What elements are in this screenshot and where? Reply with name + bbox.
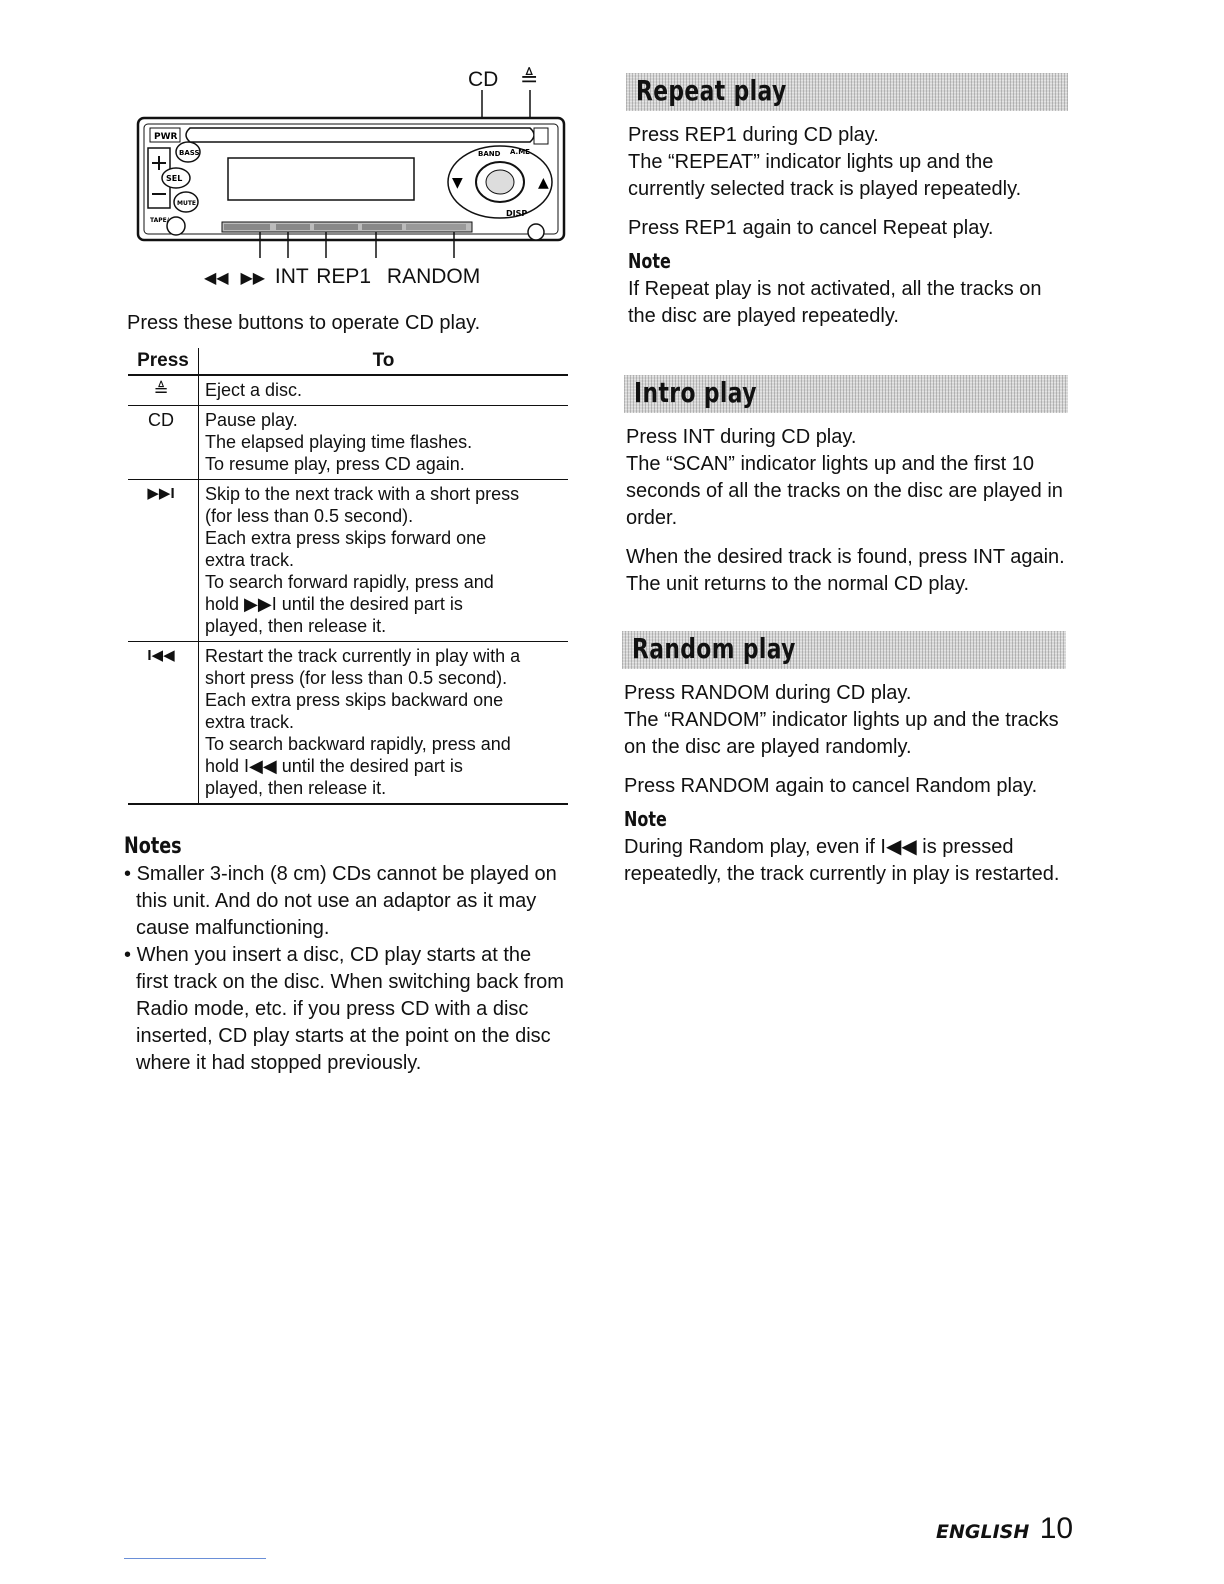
intro-p2: The “SCAN” indicator lights up and the first 10 seconds of all the tracks on the disc are played in order. bbox=[626, 453, 1063, 529]
svg-text:▲: ▲ bbox=[538, 175, 549, 191]
row-key: ≜ bbox=[128, 375, 199, 406]
row-line: played, then release it. bbox=[205, 778, 387, 798]
row-line: Each extra press skips backward one bbox=[205, 690, 504, 710]
row-line: short press (for less than 0.5 second). bbox=[205, 668, 508, 688]
svg-text:MUTE: MUTE bbox=[177, 200, 197, 207]
random-p3: Press RANDOM again to cancel Random play. bbox=[624, 775, 1038, 797]
row-line: To search forward rapidly, press and bbox=[205, 572, 494, 592]
repeat-section bbox=[628, 122, 1072, 342]
footer-rule bbox=[124, 1558, 266, 1559]
random-heading: Random play bbox=[622, 631, 1066, 669]
repeat-note: If Repeat play is not activated, all the tracks on the disc are played repeatedly. bbox=[628, 278, 1042, 327]
notes-section bbox=[124, 834, 566, 1077]
list-item: • Smaller 3-inch (8 cm) CDs cannot be played on this unit. And do not use an adaptor as it may cause malfunctioning. bbox=[124, 863, 557, 939]
prev-icon: ◀◀ bbox=[204, 270, 229, 287]
row-line: To search backward rapidly, press and bbox=[205, 734, 511, 754]
row-key: I◀◀ bbox=[128, 642, 199, 805]
random-note-title: Note bbox=[624, 807, 667, 831]
eject-icon: ≜ bbox=[520, 66, 539, 91]
table-header-to: To bbox=[199, 348, 569, 375]
next-icon: ▶▶ bbox=[240, 270, 266, 287]
diagram-bottom-labels bbox=[204, 265, 480, 289]
intro-text: Press these buttons to operate CD play. bbox=[127, 312, 481, 334]
row-line: To resume play, press CD again. bbox=[205, 454, 465, 474]
row-line: hold ▶▶I until the desired part is bbox=[205, 594, 463, 614]
row-line: extra track. bbox=[205, 712, 295, 732]
row-line: (for less than 0.5 second). bbox=[205, 506, 414, 526]
svg-text:TAPE/: TAPE/ bbox=[150, 217, 169, 224]
pwr-label: PWR bbox=[154, 132, 178, 142]
row-line: Eject a disc. bbox=[205, 380, 303, 400]
row-line: extra track. bbox=[205, 550, 295, 570]
intro-section bbox=[626, 424, 1070, 610]
list-item: • When you insert a disc, CD play starts at the first track on the disc. When switching back from Radio mode, etc. if you press CD with a disc inserted, CD play starts at the point on the disc where it had stopped previously. bbox=[124, 944, 564, 1074]
table-row bbox=[128, 480, 568, 642]
row-line: Restart the track currently in play with a bbox=[205, 646, 521, 666]
random-p1: Press RANDOM during CD play. bbox=[624, 682, 912, 704]
top-label-cd: CD bbox=[468, 68, 499, 91]
random-section bbox=[624, 680, 1068, 900]
row-line: The elapsed playing time flashes. bbox=[205, 432, 473, 452]
row-line: Skip to the next track with a short press bbox=[205, 484, 520, 504]
table-row bbox=[128, 642, 568, 805]
row-line: hold I◀◀ until the desired part is bbox=[205, 756, 463, 776]
footer-language: ENGLISH bbox=[936, 1521, 1030, 1543]
intro-heading: Intro play bbox=[624, 375, 1068, 413]
intro-p4: The unit returns to the normal CD play. bbox=[626, 573, 970, 595]
row-key: ▶▶I bbox=[128, 480, 199, 642]
random-label: RANDOM bbox=[386, 265, 481, 288]
row-line: Each extra press skips forward one bbox=[205, 528, 487, 548]
svg-text:BAND: BAND bbox=[478, 150, 501, 158]
random-note: During Random play, even if I◀◀ is pressed repeatedly, the track currently in play is restarted. bbox=[624, 836, 1060, 885]
repeat-heading: Repeat play bbox=[626, 73, 1068, 111]
page-number: 10 bbox=[1039, 1512, 1074, 1545]
svg-text:▼: ▼ bbox=[452, 175, 463, 191]
svg-text:SEL: SEL bbox=[166, 174, 183, 183]
row-line: Pause play. bbox=[205, 410, 298, 430]
repeat-p3: Press REP1 again to cancel Repeat play. bbox=[628, 217, 994, 239]
repeat-note-title: Note bbox=[628, 249, 671, 273]
table-row bbox=[128, 406, 568, 480]
int-label: INT bbox=[274, 265, 309, 288]
table-row bbox=[128, 375, 568, 406]
intro-p1: Press INT during CD play. bbox=[626, 426, 857, 448]
table-header-press: Press bbox=[128, 348, 199, 375]
intro-p3: When the desired track is found, press INT again. bbox=[626, 546, 1065, 568]
notes-title: Notes bbox=[124, 834, 182, 859]
random-p2: The “RANDOM” indicator lights up and the tracks on the disc are played randomly. bbox=[624, 709, 1059, 758]
row-line: played, then release it. bbox=[205, 616, 387, 636]
repeat-p2: The “REPEAT” indicator lights up and the currently selected track is played repeatedly. bbox=[628, 151, 1022, 200]
rep1-label: REP1 bbox=[316, 265, 372, 288]
svg-text:BASS: BASS bbox=[179, 149, 200, 157]
row-key: CD bbox=[128, 406, 199, 480]
repeat-p1: Press REP1 during CD play. bbox=[628, 124, 879, 146]
car-stereo-diagram bbox=[130, 90, 570, 260]
svg-text:DISP: DISP bbox=[506, 209, 528, 218]
cd-operations-table bbox=[128, 348, 568, 805]
svg-text:A.ME: A.ME bbox=[510, 148, 530, 156]
footer bbox=[936, 1512, 1073, 1546]
